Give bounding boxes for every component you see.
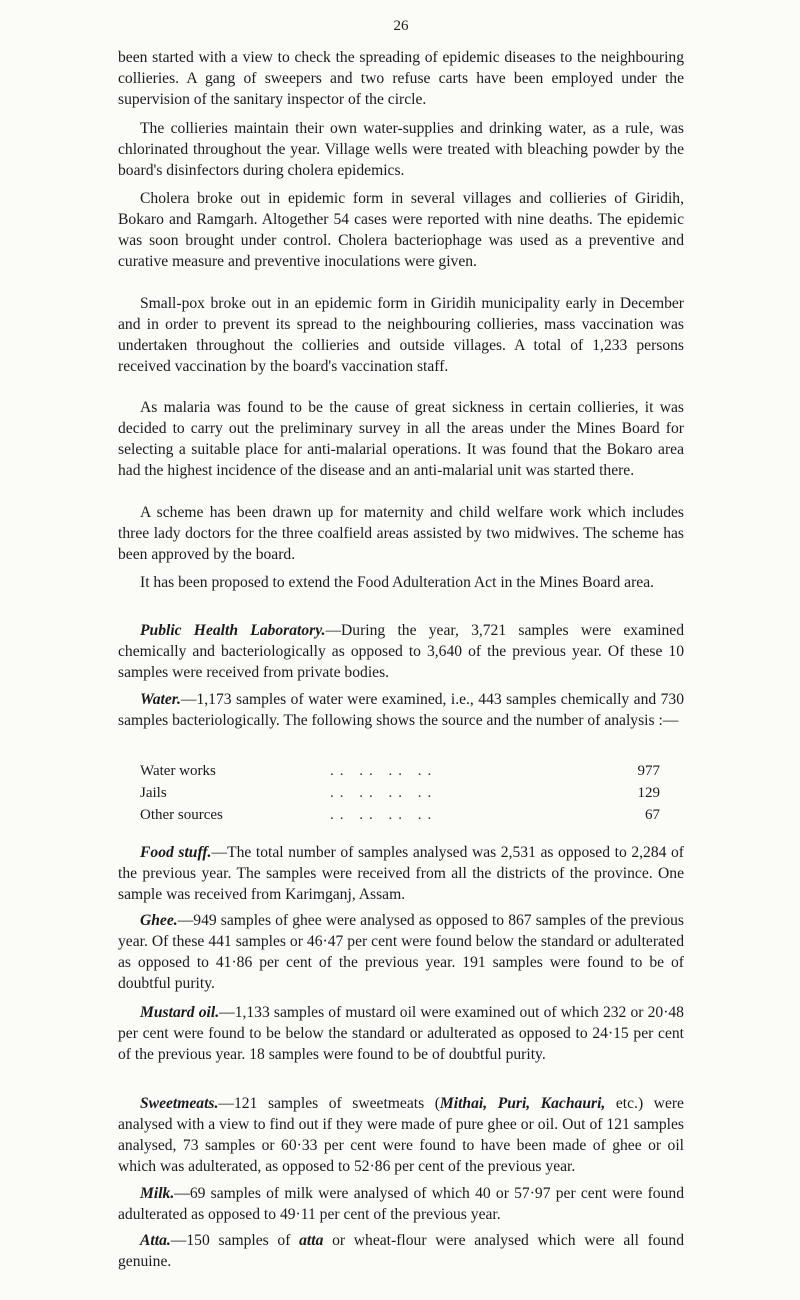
paragraph-text: As malaria was found to be the cause of great sickness in certain collieries, it was decided to carry out the preliminary survey in all the areas under the Mines Board for selecting a suitable place for anti-malarial operations. It was found that the Bokaro area had the highest incidence of the disease and an anti-malarial unit was started there. (118, 399, 684, 479)
paragraph-text: The collieries maintain their own water-supplies and drinking water, as a rule, was chlorinated throughout the year. Village wells were treated with bleaching powder by the board's disinfectors during cholera epidemics. (118, 120, 684, 179)
paragraph-maternity (118, 502, 684, 565)
paragraph-water-supplies (118, 118, 684, 181)
paragraph-text (118, 689, 684, 731)
paragraph-text (118, 1183, 684, 1225)
row-label: Other sources (140, 807, 223, 823)
section-heading: Public Health Laboratory. (140, 622, 326, 639)
paragraph-mustard-oil (118, 1002, 684, 1065)
section-text: —150 samples of (170, 1232, 300, 1249)
table-row (140, 807, 660, 829)
section-heading: Food stuff. (140, 844, 212, 861)
paragraph-text: Cholera broke out in epidemic form in several villages and collieries of Giridih, Bokaro and Ramgarh. Altogether 54 cases were reported with nine deaths. The epidemic was soon brought under control. Cholera bacteriophage was used as a preventive and curative measure and preventive inoculations were given. (118, 190, 684, 270)
paragraph-food-adulteration (118, 572, 684, 593)
paragraph-text (118, 1230, 684, 1272)
table-row (140, 785, 660, 807)
leader-dots: .. .. .. .. (330, 763, 438, 779)
paragraph-food-stuff (118, 842, 684, 905)
paragraph-atta (118, 1230, 684, 1272)
section-heading: Atta. (140, 1232, 171, 1249)
paragraph-text (118, 842, 684, 905)
paragraph-sweetmeats (118, 1093, 684, 1177)
section-heading: Milk. (140, 1185, 175, 1202)
paragraph-ghee (118, 910, 684, 994)
paragraph-malaria (118, 397, 684, 481)
section-heading: Mustard oil. (140, 1004, 220, 1021)
paragraph-text (118, 1093, 684, 1177)
row-label: Water works (140, 763, 216, 779)
paragraph-smallpox (118, 293, 684, 377)
paragraph-text (118, 620, 684, 683)
table-row (140, 763, 660, 785)
leader-dots: .. .. .. .. (330, 785, 438, 801)
paragraph-text: It has been proposed to extend the Food Adulteration Act in the Mines Board area. (140, 574, 655, 591)
page-number: 26 (393, 18, 409, 34)
italic-term: atta (299, 1232, 324, 1249)
section-text: —949 samples of ghee were analysed as opposed to 867 samples of the previous year. Of these 441 samples or 46·47 per cent were found below the standard or adulterated as opposed to 41·86 per cent of the previous year. 191 samples were found to be of doubtful purity. (118, 912, 684, 992)
paragraph-text: A scheme has been drawn up for maternity and child welfare work which includes three lady doctors for the three coalfield areas assisted by two midwives. The scheme has been approved by the board. (118, 504, 684, 563)
paragraph-cholera (118, 188, 684, 272)
section-text: —During the year, 3,721 samples were examined chemically and bacteriologically as opposed to 3,640 of the previous year. Of these 10 samples were received from private bodies. (118, 622, 684, 681)
section-text: —121 samples of sweetmeats ( (218, 1095, 440, 1112)
section-text: etc.) were analysed with a view to find out if they were made of pure ghee or oil. Out of 121 samples analysed, 73 samples or 60·33 per cent were found to have been made of ghee or oil which was adulterated, as opposed to 52·86 per cent of the previous year. (118, 1095, 684, 1175)
section-text: or wheat-flour were analysed which were all found genuine. (118, 1232, 684, 1270)
row-value: 977 (637, 763, 660, 779)
water-sources-table (140, 763, 660, 829)
paragraph-public-health-lab (118, 620, 684, 683)
row-value: 67 (645, 807, 660, 823)
paragraph-water (118, 689, 684, 731)
paragraph-text: Small-pox broke out in an epidemic form in Giridih municipality early in December and in order to prevent its spread to the neighbouring collieries, mass vaccination was undertaken throughout the collieries and outside villages. A total of 1,233 persons received vaccination by the board's vaccination staff. (118, 295, 684, 375)
section-text: —The total number of samples analysed was 2,531 as opposed to 2,284 of the previous year. The samples were received from all the districts of the province. One sample was received from Karimganj, Assam. (118, 844, 684, 903)
italic-term: Mithai, Puri, Kachauri, (439, 1095, 606, 1112)
section-text: —1,173 samples of water were examined, i.e., 443 samples chemically and 730 samples bacteriologically. The following shows the source and the number of analysis :— (118, 691, 684, 729)
section-text: —1,133 samples of mustard oil were examined out of which 232 or 20·48 per cent were found to be below the standard or adulterated as opposed to 24·15 per cent of the previous year. 18 samples were found to be of doubtful purity. (118, 1004, 684, 1063)
row-value: 129 (637, 785, 660, 801)
leader-dots: .. .. .. .. (330, 807, 438, 823)
row-label: Jails (140, 785, 167, 801)
section-heading: Water. (140, 691, 181, 708)
paragraph-epidemic-check (118, 47, 684, 110)
paragraph-milk (118, 1183, 684, 1225)
section-heading: Ghee. (140, 912, 178, 929)
paragraph-text (118, 910, 684, 994)
section-text: —69 samples of milk were analysed of which 40 or 57·97 per cent were found adulterated as opposed to 49·11 per cent of the previous year. (118, 1185, 684, 1223)
section-heading: Sweetmeats. (140, 1095, 219, 1112)
paragraph-text (118, 1002, 684, 1065)
paragraph-text: been started with a view to check the spreading of epidemic diseases to the neighbouring collieries. A gang of sweepers and two refuse carts have been employed under the supervision of the sanitary inspector of the circle. (118, 49, 684, 108)
